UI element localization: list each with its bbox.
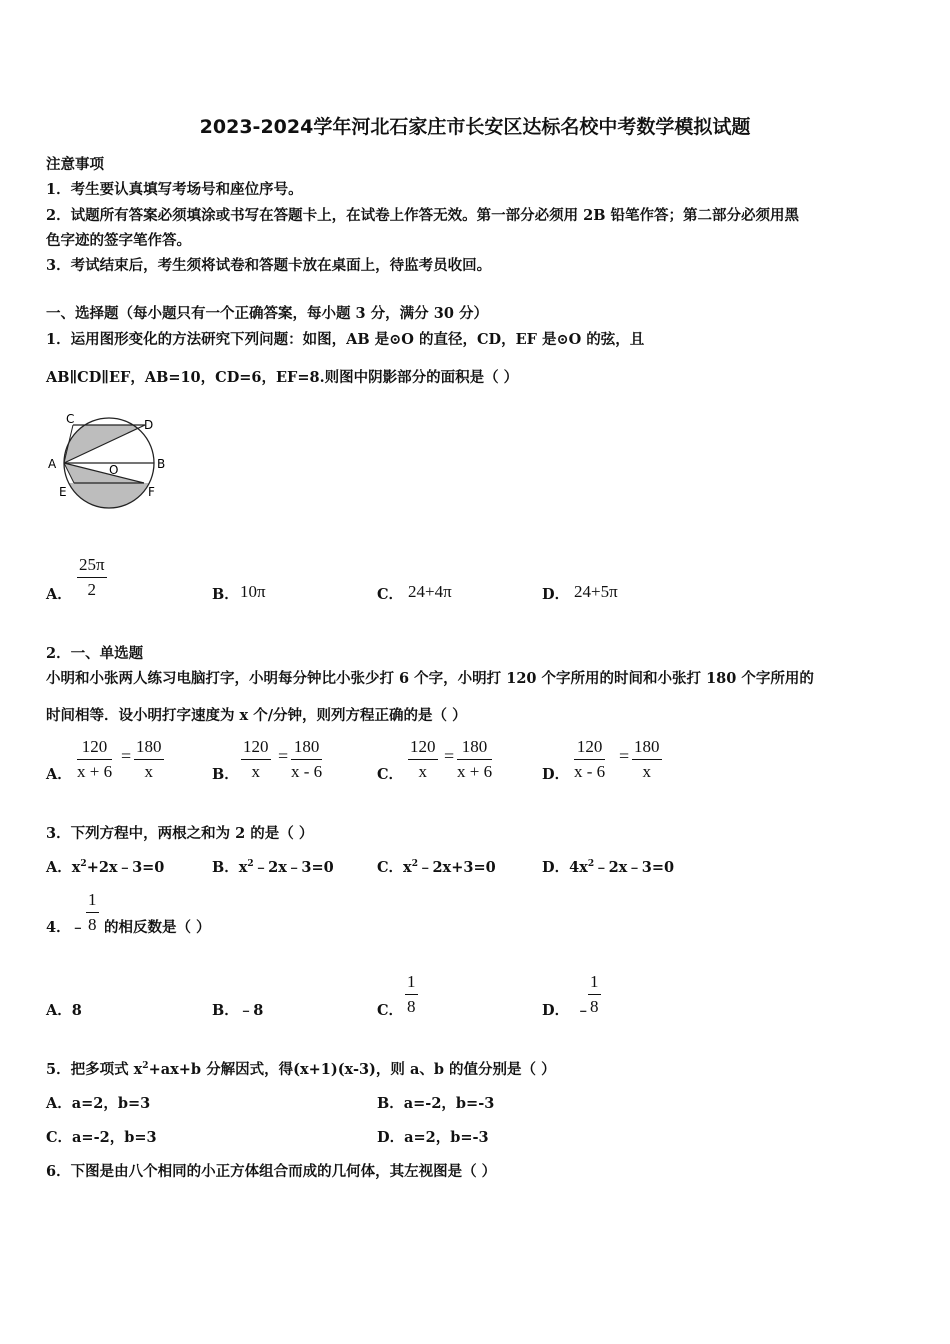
equals-sign: = [619, 746, 630, 766]
q2-option-c-right-fraction [457, 737, 492, 782]
q2-option-d-right-fraction [632, 737, 662, 782]
option-label: B． [212, 859, 239, 876]
q2-text-line2: 时间相等．设小明打字速度为 x 个/分钟，则列方程正确的是（ ） [46, 707, 467, 724]
fraction-denominator: 8 [88, 915, 97, 934]
fraction-numerator: 1 [86, 890, 99, 913]
q5-option-d[interactable]: D．a=2，b=-3 [377, 1129, 489, 1146]
expr-part: ﹣2x﹣3=0 [594, 859, 675, 876]
exponent: 2 [80, 859, 87, 869]
expr-part: +2x﹣3=0 [86, 859, 165, 876]
q6-text: 6．下图是由八个相同的小正方体组合而成的几何体，其左视图是（ ） [46, 1163, 497, 1180]
q2-option-b-left-fraction [241, 737, 271, 782]
option-value: 8 [71, 1002, 82, 1019]
fraction-denominator: x + 6 [457, 762, 493, 781]
q1-text-line1: 1．运用图形变化的方法研究下列问题：如图，AB 是⊙O 的直径，CD，EF 是⊙O 的弦，且 [46, 331, 645, 348]
q1-option-c-value: 24+4π [408, 582, 452, 601]
q1-option-c-label[interactable]: C． [377, 586, 404, 603]
notice-item: 3．考试结束后，考生须将试卷和答题卡放在桌面上，待监考员收回。 [46, 257, 492, 274]
exponent: 2 [142, 1061, 149, 1071]
section-heading: 一、选择题（每小题只有一个正确答案，每小题 3 分，满分 30 分） [46, 305, 488, 322]
notice-item: 1．考生要认真填写考场号和座位序号。 [46, 181, 303, 198]
q5-option-b[interactable]: B．a=-2，b=-3 [377, 1095, 495, 1112]
notice-heading: 注意事项 [46, 156, 104, 173]
q4-option-d-fraction [588, 972, 601, 1017]
label-c: C [66, 412, 75, 426]
q1-circle-figure [44, 410, 174, 512]
page-title: 2023-2024学年河北石家庄市长安区达标名校中考数学模拟试题 [199, 116, 751, 138]
equals-sign: = [278, 746, 289, 766]
fraction-denominator: x - 6 [291, 762, 323, 781]
fraction-numerator: 1 [405, 972, 418, 995]
notice-item: 色字迹的签字笔作答。 [46, 232, 191, 249]
expr-part: x [403, 859, 412, 876]
q2-option-c-label[interactable]: C． [377, 766, 404, 783]
option-value: ﹣8 [238, 1002, 264, 1019]
q1-option-d-value: 24+5π [574, 582, 618, 601]
option-label: D． [542, 859, 570, 876]
fraction-denominator: 2 [87, 580, 97, 599]
expr-part: 4x [569, 859, 588, 876]
fraction-denominator: x [418, 762, 427, 781]
q4-prefix: 4．﹣ [46, 919, 86, 936]
q1-option-b-label[interactable]: B． [212, 586, 239, 603]
fraction-numerator: 120 [408, 737, 438, 760]
text-part: +ax+b 分解因式，得(x+1)(x-3)，则 a、b 的值分别是（ ） [148, 1061, 556, 1078]
fraction-denominator: x + 6 [77, 762, 113, 781]
q5-option-a[interactable]: A．a=2，b=3 [46, 1095, 151, 1112]
option-label: C． [377, 859, 404, 876]
fraction-denominator: x [144, 762, 153, 781]
q3-text: 3．下列方程中，两根之和为 2 的是（ ） [46, 825, 314, 842]
q4-fraction [86, 890, 99, 935]
q1-text-line2: AB∥CD∥EF，AB=10，CD=6，EF=8.则图中阴影部分的面积是（ ） [46, 369, 519, 386]
fraction-numerator: 120 [574, 737, 605, 760]
exponent: 2 [247, 859, 254, 869]
q3-option-a[interactable] [46, 856, 164, 877]
fraction-numerator: 120 [241, 737, 271, 760]
fraction-denominator: x [642, 762, 651, 781]
q4-option-b[interactable] [212, 999, 263, 1020]
expr-part: ﹣2x+3=0 [417, 859, 496, 876]
exponent: 2 [587, 859, 595, 869]
q2-heading: 2．一、单选题 [46, 645, 144, 662]
option-label: A． [46, 859, 72, 876]
q1-option-d-label[interactable]: D． [542, 586, 570, 603]
expr-part: x [71, 859, 81, 876]
q4-option-d-label[interactable]: D． [542, 1002, 570, 1019]
q3-option-c[interactable] [377, 856, 496, 877]
notice-item: 2．试题所有答案必须填涂或书写在答题卡上，在试卷上作答无效。第一部分必须用 2B 铅笔作答；第二部分必须用黑 [46, 207, 800, 224]
q2-option-d-label[interactable]: D． [542, 766, 570, 783]
fraction-denominator: x [251, 762, 260, 781]
fraction-numerator: 120 [77, 737, 112, 760]
q2-option-b-right-fraction [291, 737, 322, 782]
label-b: B [157, 457, 166, 471]
q2-option-d-left-fraction [574, 737, 605, 782]
q4-option-c-label[interactable]: C． [377, 1002, 404, 1019]
option-label: A． [46, 1002, 72, 1019]
fraction-numerator: 180 [291, 737, 322, 760]
label-d: D [144, 418, 154, 432]
text-part: 5．把多项式 x [46, 1061, 143, 1078]
label-f: F [148, 485, 155, 499]
expr-part: x [238, 859, 248, 876]
q5-option-c[interactable]: C．a=-2，b=3 [46, 1129, 157, 1146]
q2-option-a-left-fraction [77, 737, 112, 782]
q1-option-b-value: 10π [240, 582, 266, 601]
fraction-numerator: 180 [457, 737, 492, 760]
q4-suffix: 的相反数是（ ） [104, 919, 211, 936]
q2-option-a-right-fraction [134, 737, 164, 782]
q2-option-c-left-fraction [408, 737, 438, 782]
fraction-numerator: 1 [588, 972, 601, 995]
label-e: E [59, 485, 67, 499]
option-label: B． [212, 1002, 239, 1019]
q1-option-a-label[interactable]: A． [46, 586, 72, 603]
equals-sign: = [121, 746, 132, 766]
label-a: A [48, 457, 57, 471]
q3-option-d[interactable] [542, 856, 674, 877]
q2-option-b-label[interactable]: B． [212, 766, 239, 783]
q5-text [46, 1058, 556, 1079]
fraction-denominator: 8 [590, 997, 599, 1016]
fraction-denominator: 8 [407, 997, 416, 1016]
q1-option-a-fraction [77, 555, 107, 600]
label-o: O [109, 463, 119, 477]
exponent: 2 [411, 859, 418, 869]
fraction-numerator: 180 [134, 737, 164, 760]
q4-option-c-fraction [405, 972, 418, 1017]
expr-part: ﹣2x﹣3=0 [253, 859, 334, 876]
equals-sign: = [444, 746, 455, 766]
fraction-denominator: x - 6 [574, 762, 606, 781]
fraction-numerator: 180 [632, 737, 662, 760]
q3-option-b[interactable] [212, 856, 334, 877]
q2-option-a-label[interactable]: A． [46, 766, 72, 783]
q2-text-line1: 小明和小张两人练习电脑打字，小明每分钟比小张少打 6 个字，小明打 120 个字所用的时间和小张打 180 个字所用的 [46, 670, 814, 687]
q4-option-a[interactable] [46, 999, 82, 1020]
q4-option-d-sign: ﹣ [576, 1002, 591, 1019]
fraction-numerator: 25π [77, 555, 107, 578]
